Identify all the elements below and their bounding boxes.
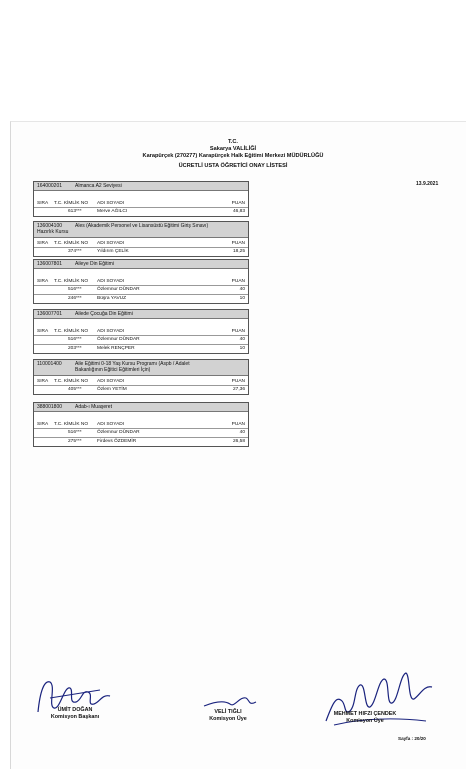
cell-ad: Büşra YAVUZ: [97, 296, 127, 302]
cell-puan: 40: [239, 430, 245, 436]
course-header: [34, 403, 248, 412]
column-headers: [34, 238, 248, 247]
cell-ad: Özlemnur DÜNDAR: [97, 287, 140, 293]
course-name-cont: Bakanlığının Eğitici Eğitimleri İçin): [75, 367, 151, 374]
course-code: 388001800: [37, 404, 63, 410]
course-header: [34, 260, 248, 269]
col-sira: SIRA: [37, 329, 49, 335]
signer-role: Komisyon Üye: [346, 718, 384, 724]
table-row: [34, 335, 248, 344]
course-name: Aile Eğitimi 0-18 Yaş Kursu Programı (Aspb / Adalet: [75, 361, 190, 367]
course-code: 136007801: [37, 261, 63, 267]
signer-name: MEHMET HIFZI ÇENDEK: [333, 711, 397, 717]
cell-ad: Özlem YETİM: [97, 386, 127, 392]
col-sira: SIRA: [37, 378, 49, 384]
header-valilik: Sakarya VALİLİĞİ: [209, 146, 257, 152]
col-puan: PUAN: [231, 279, 245, 285]
cell-puan: 27,36: [232, 386, 245, 392]
col-sira: SIRA: [37, 240, 49, 246]
signer-role: Komisyon Üye: [209, 716, 247, 722]
signature-block: [310, 711, 420, 725]
course-block: [33, 359, 249, 395]
cell-puan: 40: [239, 337, 245, 343]
col-ad: ADI SOYADI: [97, 240, 125, 246]
col-tc: T.C. KİMLİK NO: [54, 422, 89, 428]
course-code: 164000201: [37, 183, 63, 189]
course-code: 110001400: [37, 361, 62, 367]
cell-puan: 46,83: [232, 209, 245, 215]
col-tc: T.C. KİMLİK NO: [54, 279, 89, 285]
column-headers: [34, 412, 248, 428]
course-name: Adab-ı Muaşeret: [75, 404, 112, 410]
course-name: Almanca A2 Seviyesi: [75, 183, 122, 189]
signer-name: ÜMİT DOĞAN: [57, 707, 93, 713]
column-headers: [34, 191, 248, 207]
cell-ad: Özlemnur DÜNDAR: [97, 337, 140, 343]
cell-puan: 26,58: [232, 439, 245, 445]
col-ad: ADI SOYADI: [97, 201, 125, 207]
course-name: Ailede Çocuğa Din Eğitimi: [75, 311, 133, 317]
cell-tc: 374***: [68, 248, 82, 254]
col-puan: PUAN: [231, 201, 245, 207]
col-tc: T.C. KİMLİK NO: [54, 329, 89, 335]
course-block: [33, 221, 249, 257]
col-sira: SIRA: [37, 279, 49, 285]
cell-ad: Merve AĞILCI: [97, 209, 128, 215]
cell-ad: Yıldırım ÇELİK: [97, 248, 129, 254]
table-row: [34, 247, 248, 256]
page-number: Sayfa : 20/20: [398, 736, 426, 741]
column-headers: [34, 376, 248, 385]
col-tc: T.C. KİMLİK NO: [54, 378, 89, 384]
cell-tc: 613***: [68, 209, 82, 215]
table-row: [34, 437, 248, 446]
cell-puan: 40: [239, 287, 245, 293]
col-sira: SIRA: [37, 422, 49, 428]
column-headers: [34, 319, 248, 335]
course-block: [33, 181, 249, 217]
document-title: ÜCRETLİ USTA ÖĞRETİCİ ONAY LİSTESİ: [178, 163, 288, 169]
course-code: 136004100: [37, 223, 63, 229]
course-name-cont: Hazırlık Kursu: [37, 229, 69, 236]
signature-block: [40, 707, 110, 721]
cell-tc: 516***: [68, 430, 82, 436]
header-institution: Karapürçek (270277) Karapürçek Halk Eğitimi Merkezi MÜDÜRLÜĞÜ: [142, 153, 324, 159]
table-row: [34, 428, 248, 437]
document-date: 13.9.2021: [416, 181, 439, 187]
cell-puan: 18,25: [232, 248, 245, 254]
col-sira: SIRA: [37, 201, 49, 207]
col-puan: PUAN: [231, 240, 245, 246]
cell-ad: Özlemnur DÜNDAR: [97, 430, 140, 436]
cell-tc: 405***: [68, 386, 82, 392]
cell-tc: 246***: [68, 296, 82, 302]
col-ad: ADI SOYADI: [97, 422, 125, 428]
table-row: [34, 385, 248, 394]
table-row: [34, 344, 248, 353]
header-tc: T.C.: [228, 139, 238, 145]
col-ad: ADI SOYADI: [97, 378, 125, 384]
table-row: [34, 207, 248, 216]
course-block: [33, 402, 249, 447]
course-block: [33, 259, 249, 304]
course-block: [33, 309, 249, 354]
cell-tc: 275***: [68, 439, 82, 445]
course-header: [34, 360, 248, 376]
cell-puan: 10: [239, 346, 245, 352]
col-ad: ADI SOYADI: [97, 329, 125, 335]
signature-block: [193, 709, 263, 723]
cell-ad: Firdevs ÖZDEMİR: [97, 439, 137, 445]
column-headers: [34, 269, 248, 285]
table-row: [34, 285, 248, 294]
col-puan: PUAN: [231, 378, 245, 384]
course-header: [34, 222, 248, 238]
cell-tc: 203***: [68, 346, 82, 352]
course-name: Aileye Din Eğitimi: [75, 261, 114, 267]
col-puan: PUAN: [231, 422, 245, 428]
course-name: Ales (Akademik Personel ve Lisansüstü Eğitimi Giriş Sınavı): [75, 223, 209, 229]
col-tc: T.C. KİMLİK NO: [54, 240, 89, 246]
cell-puan: 10: [239, 296, 245, 302]
signer-name: VELİ TIĞLI: [214, 709, 242, 715]
table-row: [34, 294, 248, 303]
course-header: [34, 182, 248, 191]
cell-tc: 516***: [68, 337, 82, 343]
signer-role: Komisyon Başkanı: [50, 714, 100, 720]
course-header: [34, 310, 248, 319]
col-ad: ADI SOYADI: [97, 279, 125, 285]
col-tc: T.C. KİMLİK NO: [54, 201, 89, 207]
course-code: 136007701: [37, 311, 63, 317]
cell-tc: 516***: [68, 287, 82, 293]
cell-ad: Melek RENÇPER: [97, 346, 135, 352]
col-puan: PUAN: [231, 329, 245, 335]
